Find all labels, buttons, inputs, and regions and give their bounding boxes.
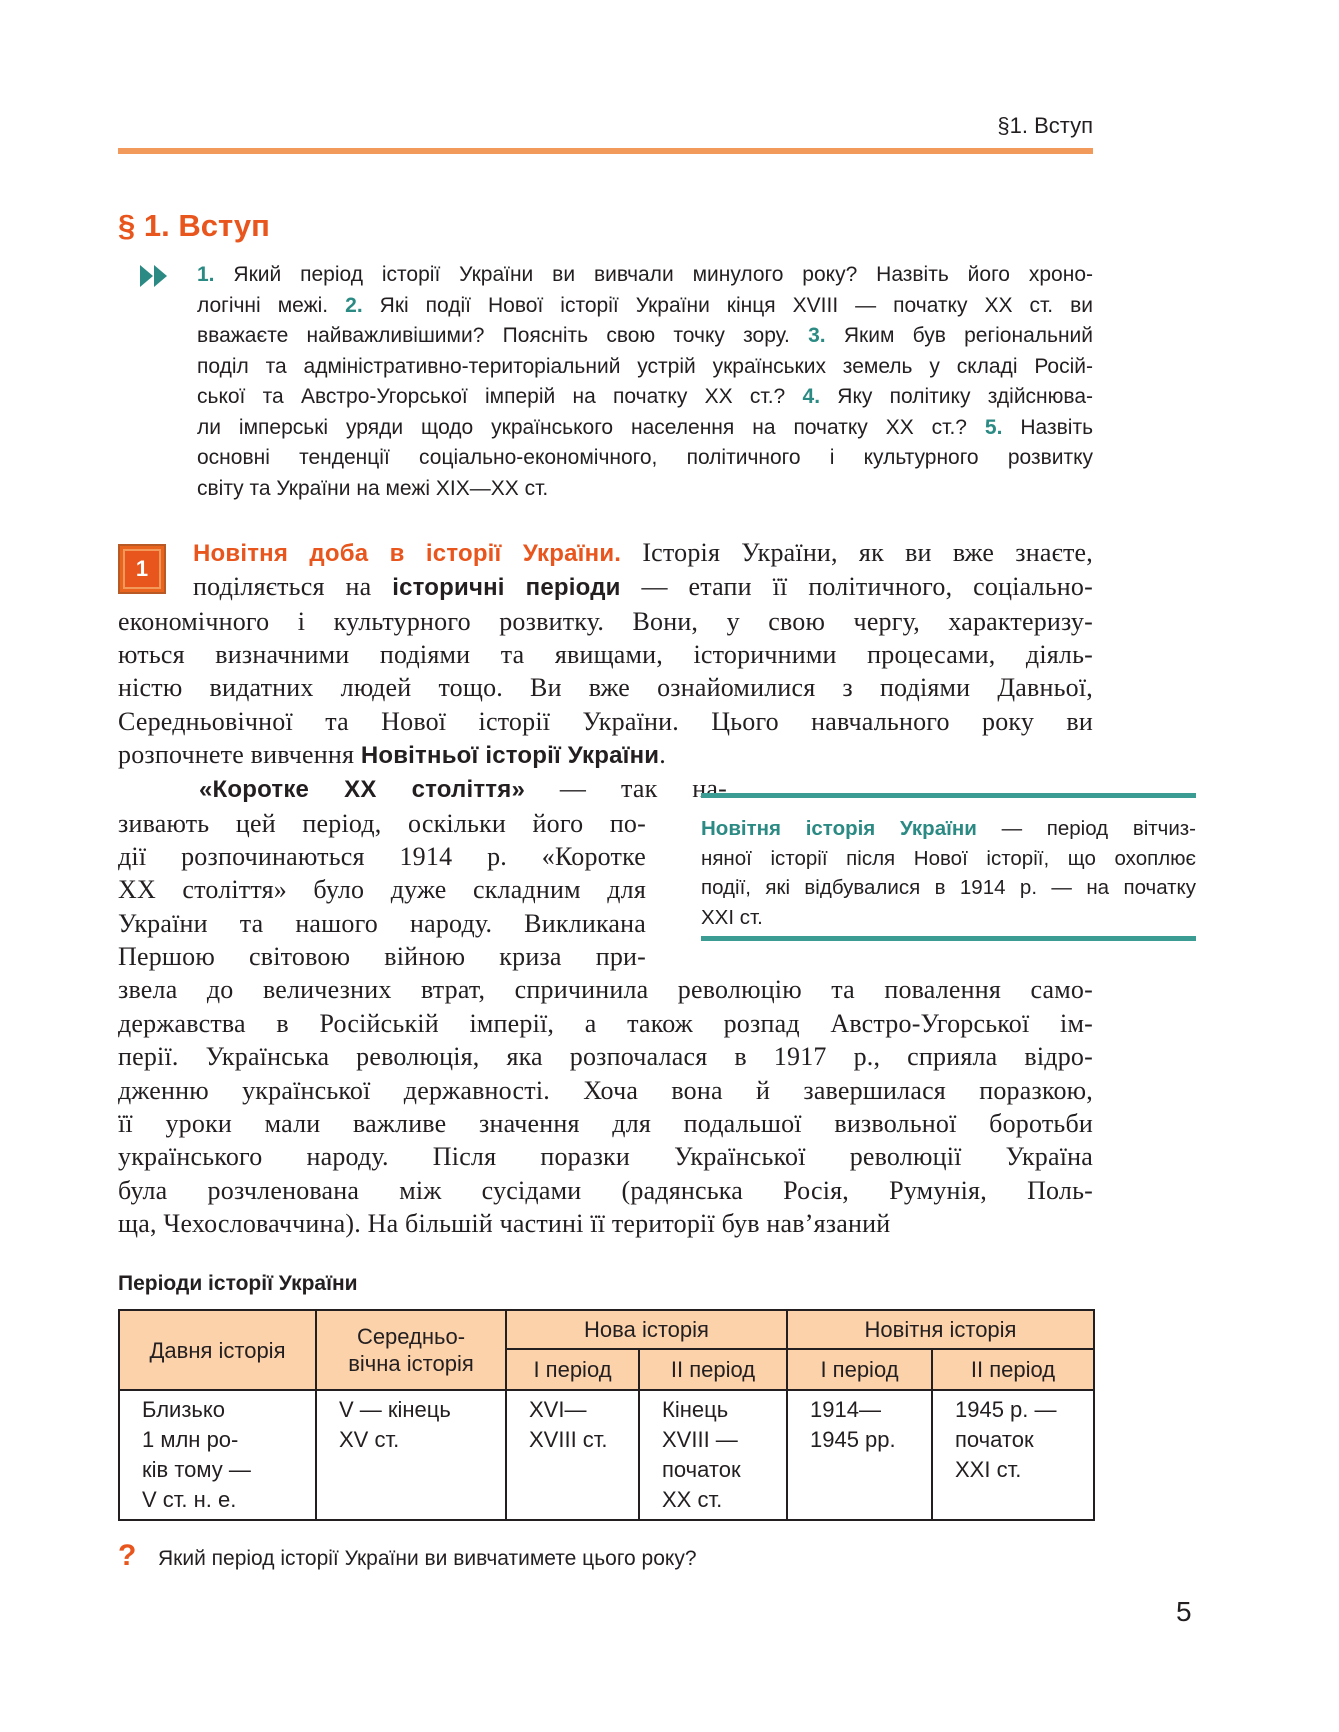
definition-text: [701, 814, 1196, 932]
text: державства в Російській імперії, а також розпад Австро-Угорської ім-: [118, 1008, 1093, 1038]
text: Яку політику здійснюва-: [820, 385, 1093, 408]
text-line: [118, 1140, 1093, 1173]
text-line: [197, 382, 1093, 413]
text-line: [118, 873, 646, 906]
text: була розчленована між сусідами (радянська Росія, Румунія, Поль-: [118, 1175, 1093, 1205]
text: основні тенденції соціально-економічного, політичного і культурного розвитку: [197, 446, 1093, 469]
text: XX століття» було дуже складним для: [118, 875, 646, 905]
question-number: 1.: [197, 263, 215, 286]
text: — етапи її політичного, соціально-: [620, 572, 1093, 602]
review-questions: [197, 260, 1093, 504]
header-contemporary: Новітня історія: [787, 1310, 1094, 1349]
text-line: [197, 443, 1093, 474]
text-line: [197, 474, 1093, 505]
text: Який період історії України ви вивчали минулого року? Назвіть його хроно-: [214, 263, 1093, 286]
text: світу та України на межі XIX—XX ст.: [197, 476, 549, 500]
key-term: «Коротке XX століття»: [199, 776, 526, 804]
table-cell: 1914— 1945 рр.: [787, 1390, 932, 1520]
text: няної історії після Нової історії, що охоплює: [701, 846, 1196, 870]
text-line: [118, 1207, 1093, 1240]
question-number: 4.: [802, 385, 821, 408]
text-line: [118, 807, 646, 840]
text-line: [118, 1174, 1093, 1207]
text-line: [197, 413, 1093, 444]
text: дії розпочинаються 1914 р. «Коротке: [118, 842, 646, 872]
text: ли імперські уряди щодо українського населення на початку XX ст.?: [197, 415, 985, 439]
text: поділяється на: [193, 572, 393, 602]
key-term: Новітньої історії України: [360, 742, 660, 770]
text: ської та Австро-Угорської імперій на початку XX ст.?: [197, 385, 803, 408]
text: українського народу. Після поразки Української революції Україна: [118, 1142, 1093, 1172]
section-title: § 1. Вступ: [118, 208, 270, 243]
text: — так на-: [525, 774, 727, 804]
text-line: [118, 840, 646, 873]
text-line: [118, 738, 1093, 772]
text-line: [118, 671, 1093, 704]
text-line: [197, 321, 1093, 352]
text-line: [701, 873, 1196, 903]
text: економічного і культурного розвитку. Вони, у свою чергу, характеризу-: [118, 606, 1093, 636]
text-line: [197, 352, 1093, 383]
table-cell: 1945 р. — початок XXI ст.: [932, 1390, 1094, 1520]
definition-box: [701, 793, 1196, 941]
text-line: [118, 1007, 1093, 1040]
text: розпочнете вивчення: [118, 740, 361, 770]
question-number: 3.: [808, 324, 826, 347]
topic-number: 1: [125, 551, 159, 587]
question-mark-icon: ?: [118, 1539, 137, 1572]
table-cell: Близько 1 млн ро- ків тому — V ст. н. е.: [119, 1390, 316, 1520]
text-line: [701, 814, 1196, 844]
text-line: [118, 705, 1093, 738]
header-modern-period-1: I період: [506, 1349, 639, 1390]
text-line: [701, 844, 1196, 874]
text-line: [197, 260, 1093, 291]
text: логічні межі.: [197, 293, 346, 317]
text: Назвіть: [1002, 415, 1094, 439]
paragraph: [118, 536, 1093, 772]
table-caption: Періоди історії України: [118, 1272, 358, 1295]
text: Першою світовою війною криза при-: [118, 942, 646, 972]
text-line: [118, 638, 1093, 671]
text-line: [118, 1107, 1093, 1140]
text: події, які відбувалися в 1914 р. — на початку: [701, 876, 1196, 899]
text-line: [118, 772, 727, 806]
text-line: [118, 907, 646, 940]
text: Яким був регіональний: [825, 324, 1093, 347]
text: поділ та адміністративно-територіальний устрій українських земель у складі Росій-: [197, 354, 1093, 378]
header-ancient: Давня історія: [119, 1310, 316, 1390]
text-line: [701, 903, 1196, 933]
text: її уроки мали важливе значення для подальшої визвольної боротьби: [118, 1108, 1093, 1138]
question-text: Який період історії України ви вивчатимете цього року?: [158, 1547, 697, 1570]
text: Середньовічної та Нової історії України. Цього навчального року ви: [118, 706, 1093, 736]
text: дженню української державності. Хоча вона й завершилася поразкою,: [118, 1075, 1093, 1105]
text: зивають цей період, оскільки його по-: [118, 808, 646, 838]
question-number: 5.: [984, 415, 1003, 439]
text-line: [118, 973, 1093, 1006]
text-line: [193, 570, 1093, 604]
text: України та нашого народу. Викликана: [118, 908, 646, 938]
text: Які події Нової історії України кінця XVIII — початку XX ст. ви: [362, 293, 1093, 317]
text: XXI ст.: [701, 905, 763, 929]
double-arrow-icon: [140, 265, 170, 287]
text: перії. Українська революція, яка розпочалася в 1917 р., сприяла відро-: [118, 1042, 1093, 1072]
key-term: історичні періоди: [392, 574, 621, 602]
header-rule: [118, 148, 1093, 154]
table-row: [119, 1390, 1094, 1520]
header-medieval: Середньо- вічна історія: [316, 1310, 506, 1390]
page-number: 5: [1176, 1596, 1192, 1627]
text: ються визначними подіями та явищами, історичними процесами, діяль-: [118, 640, 1093, 670]
table-cell: XVI— XVIII ст.: [506, 1390, 639, 1520]
text-line: [118, 605, 1093, 638]
text: вважаєте найважливішими? Поясніть свою точку зору.: [197, 324, 809, 347]
table-cell: Кінець XVIII — початок XX ст.: [639, 1390, 787, 1520]
header-modern: Нова історія: [506, 1310, 787, 1349]
header-contemporary-period-2: II період: [932, 1349, 1094, 1390]
text: звела до величезних втрат, спричинила революцію та повалення само-: [118, 975, 1093, 1005]
header-modern-period-2: II період: [639, 1349, 787, 1390]
defined-term: Новітня історія України: [701, 817, 977, 840]
text: .: [659, 740, 666, 770]
text-line: [118, 1074, 1093, 1107]
text: ща, Чехословаччина). На більшій частині її території був нав’язаний: [118, 1208, 891, 1238]
text: — період вітчиз-: [976, 817, 1197, 840]
lead-heading: Новітня доба в історії України.: [193, 540, 622, 567]
text: ністю видатних людей тощо. Ви вже ознайомилися з подіями Давньої,: [118, 673, 1093, 703]
text-line: [193, 536, 1093, 570]
text-line: [118, 1040, 1093, 1073]
text-line: [118, 940, 646, 973]
table-cell: V — кінець XV ст.: [316, 1390, 506, 1520]
header-contemporary-period-1: I період: [787, 1349, 932, 1390]
periods-table: [118, 1309, 1095, 1521]
question-number: 2.: [345, 293, 363, 317]
text: Історія України, як ви вже знаєте,: [621, 538, 1093, 567]
text-line: [197, 291, 1093, 322]
running-header-title: §1. Вступ: [997, 113, 1093, 138]
